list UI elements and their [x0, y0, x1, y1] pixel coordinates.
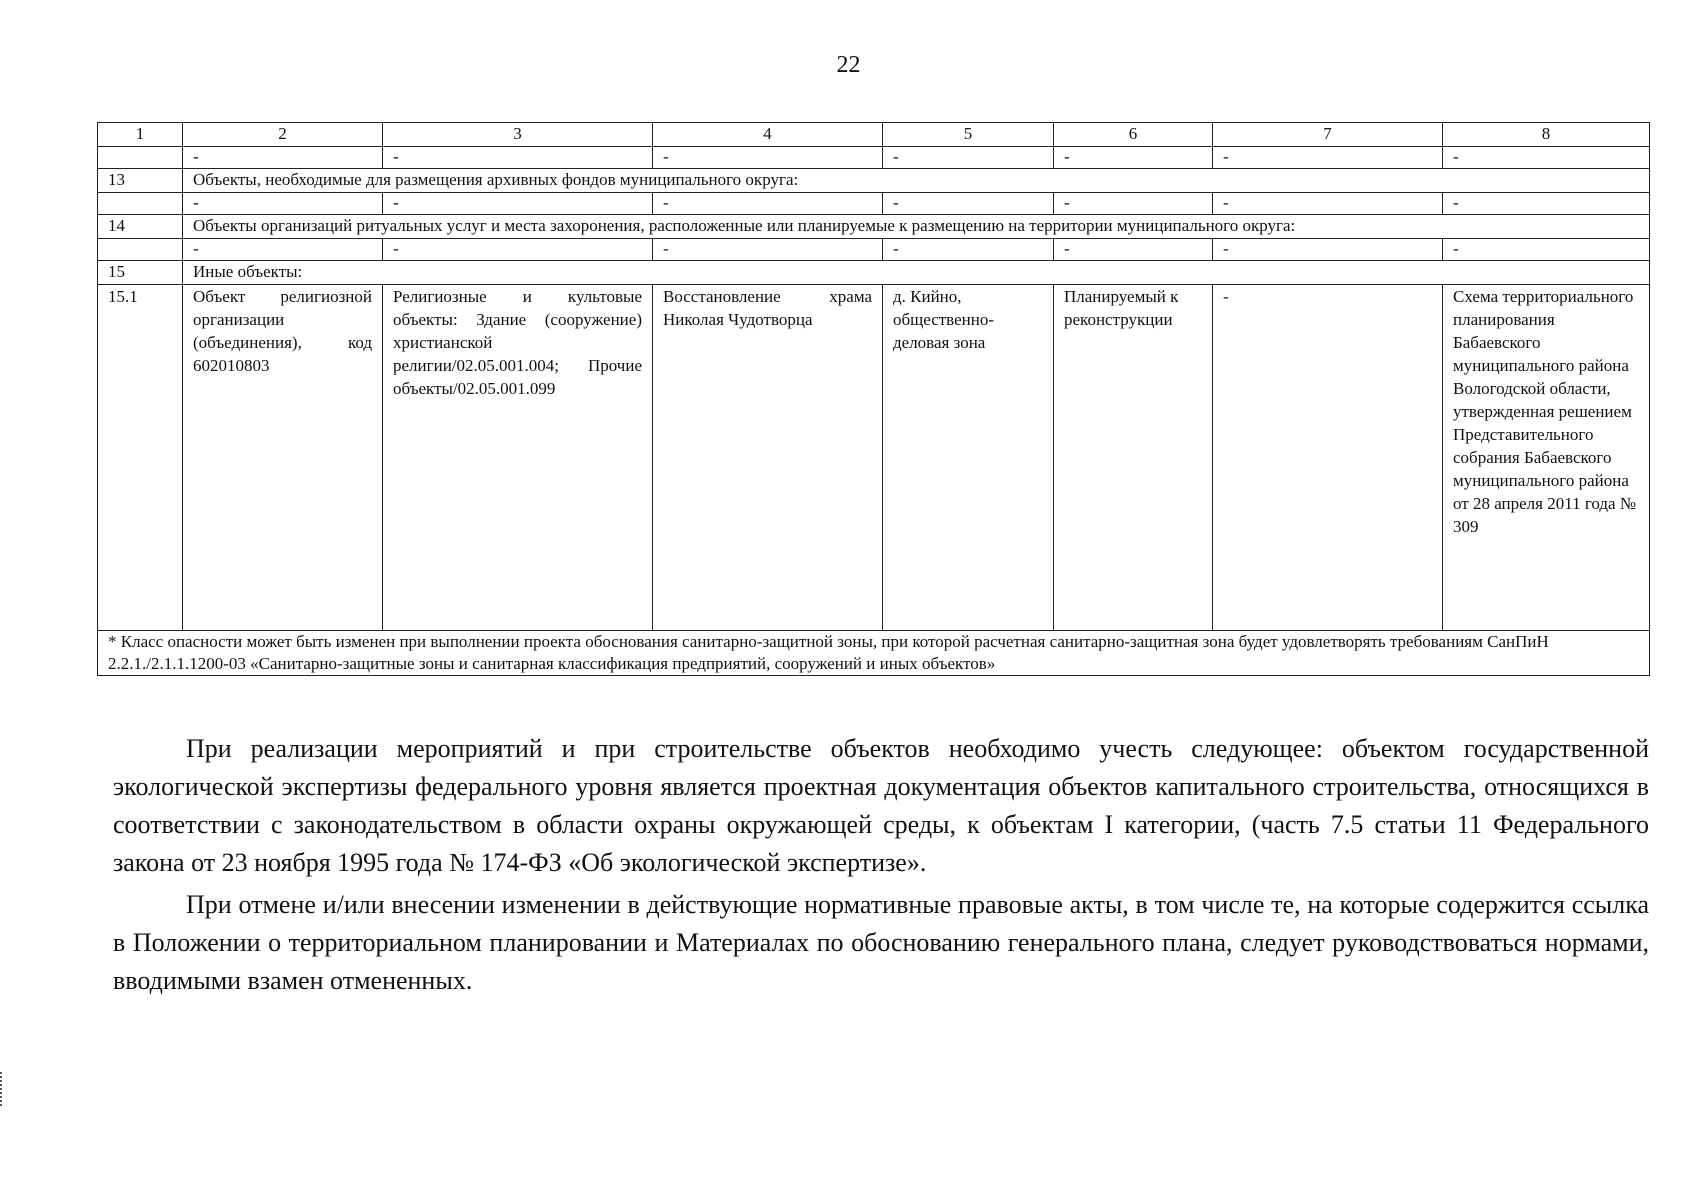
objects-table: [97, 122, 1650, 676]
table-cell: -: [1213, 147, 1443, 169]
table-cell: -: [1213, 239, 1443, 261]
empty-row: [98, 147, 1650, 169]
column-number: 1: [98, 123, 183, 147]
object-purpose-cell: Объект религиозной организации (объединения), код 602010803: [183, 285, 383, 631]
paragraph: При реализации мероприятий и при строительстве объектов необходимо учесть следующее: объектом государственной экологической экспертизы федерального уровня является проектная документация объектов капитального строительства, относящихся в соответствии с законодательством в области охраны окружающей среды, к объектам I категории, (часть 7.5 статьи 11 Федерального закона от 23 ноября 1995 года № 174-ФЗ «Об экологической экспертизе».: [113, 734, 1649, 877]
table-cell: -: [383, 147, 653, 169]
table-cell: -: [883, 193, 1054, 215]
location-cell: д. Кийно, общественно-деловая зона: [883, 285, 1054, 631]
table-cell: -: [653, 239, 883, 261]
table-cell: -: [1443, 239, 1650, 261]
table-cell: -: [1213, 285, 1443, 631]
table-cell: -: [653, 147, 883, 169]
section-title: Объекты организаций ритуальных услуг и места захоронения, расположенные или планируемые к размещению на территории муниципального округа:: [183, 215, 1650, 239]
table-cell: -: [883, 239, 1054, 261]
column-number: 3: [383, 123, 653, 147]
column-number: 7: [1213, 123, 1443, 147]
column-number: 4: [653, 123, 883, 147]
table-cell: -: [1054, 239, 1213, 261]
section-number: 15: [98, 261, 183, 285]
table-cell: -: [183, 147, 383, 169]
table-cell: [98, 239, 183, 261]
empty-row: [98, 239, 1650, 261]
column-number: 6: [1054, 123, 1213, 147]
section-title: Иные объекты:: [183, 261, 1650, 285]
section-number: 14: [98, 215, 183, 239]
table-cell: -: [653, 193, 883, 215]
object-name-cell: Восстановление храма Николая Чудотворца: [653, 285, 883, 631]
page-number: 22: [836, 52, 861, 78]
table-cell: -: [1054, 147, 1213, 169]
column-number: 2: [183, 123, 383, 147]
object-type-cell: Религиозные и культовые объекты: Здание (сооружение) христианской религии/02.05.001.004; Прочие объекты/02.05.001.099: [383, 285, 653, 631]
table-cell: -: [183, 239, 383, 261]
body-text: [113, 730, 1649, 1004]
table-cell: [98, 193, 183, 215]
table-cell: -: [383, 239, 653, 261]
section-row-13: [98, 169, 1650, 193]
status-cell: Планируемый к реконструкции: [1054, 285, 1213, 631]
scan-margin-mark: [0, 1072, 6, 1106]
column-number: 8: [1443, 123, 1650, 147]
table-cell: -: [383, 193, 653, 215]
table-cell: -: [1054, 193, 1213, 215]
section-title: Объекты, необходимые для размещения архивных фондов муниципального округа:: [183, 169, 1650, 193]
table-cell: -: [1213, 193, 1443, 215]
row-number: 15.1: [98, 285, 183, 631]
section-row-15: [98, 261, 1650, 285]
table-cell: -: [1443, 193, 1650, 215]
paragraph: При отмене и/или внесении изменении в действующие нормативные правовые акты, в том числе те, на которые содержится ссылка в Положении о территориальном планировании и Материалах по обоснованию генерального плана, следует руководствоваться нормами, вводимыми взамен отмененных.: [113, 890, 1649, 995]
section-number: 13: [98, 169, 183, 193]
source-document-cell: Схема территориального планирования Бабаевского муниципального района Вологодской области, утвержденная решением Представительного собрания Бабаевского муниципального района от 28 апреля 2011 года № 309: [1443, 285, 1650, 631]
section-row-14: [98, 215, 1650, 239]
column-number: 5: [883, 123, 1054, 147]
table-row-15-1: [98, 285, 1650, 631]
table-cell: -: [883, 147, 1054, 169]
table-cell: -: [183, 193, 383, 215]
table-cell: [98, 147, 183, 169]
column-number-row: [98, 123, 1650, 147]
table-footnote: * Класс опасности может быть изменен при выполнении проекта обоснования санитарно-защитной зоны, при которой расчетная санитарно-защитная зона будет удовлетворять требованиям СанПиН 2.2.1./2.1.1.1200-03 «Санитарно-защитные зоны и санитарная классификация предприятий, сооружений и иных объектов»: [98, 631, 1650, 676]
empty-row: [98, 193, 1650, 215]
footnote-row: [98, 631, 1650, 676]
table-cell: -: [1443, 147, 1650, 169]
